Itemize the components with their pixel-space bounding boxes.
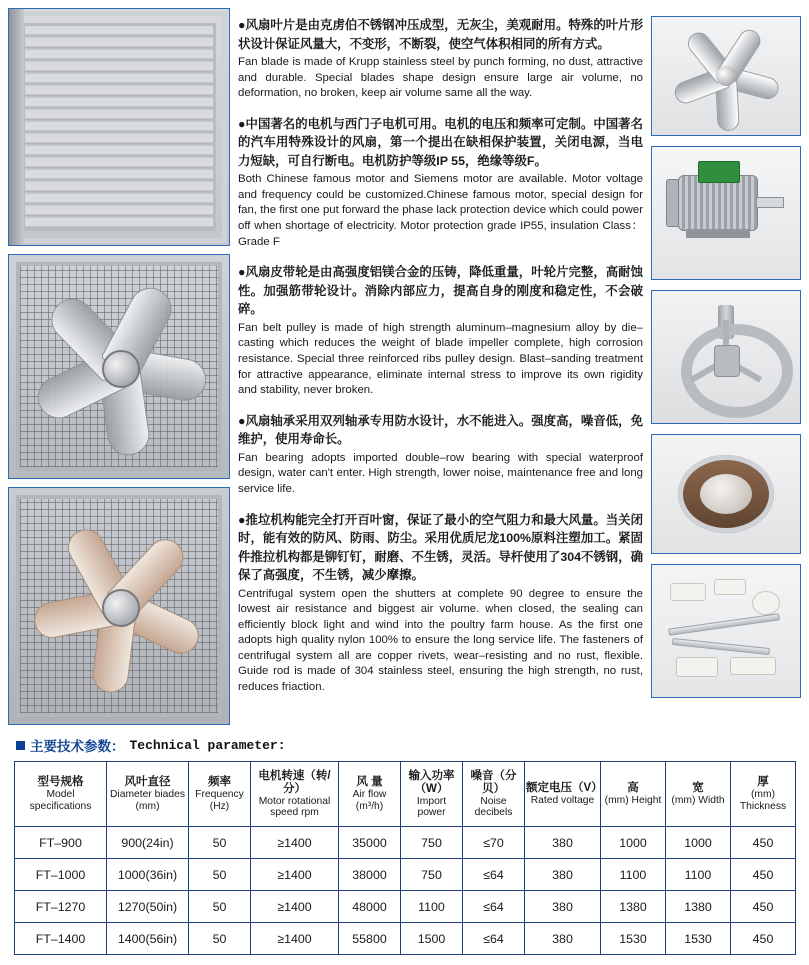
header-cn: 电机转速（转/分） bbox=[258, 769, 331, 795]
cell-frequency: 50 bbox=[189, 891, 251, 923]
cell-width: 1000 bbox=[666, 827, 731, 859]
header-cn: 宽 bbox=[692, 781, 704, 794]
cell-thickness: 450 bbox=[731, 859, 796, 891]
left-photo-column bbox=[8, 8, 230, 725]
component-photo-column bbox=[651, 8, 801, 698]
technical-parameter-section bbox=[0, 725, 809, 965]
cell-diameter: 1270(50in) bbox=[107, 891, 189, 923]
bearing-photo bbox=[651, 434, 801, 554]
feature-en-text: Fan belt pulley is made of high strength aluminum–magnesium alloy by die–casting which reduces the weight of blade impeller complete, high corrosion resistance. Special three reinforced ribs pulley design. Blast–sanding treatment for attractive appearance, eliminate internal stress to improve its own rigidity and stability, never broken. bbox=[238, 321, 643, 397]
cell-voltage: 380 bbox=[525, 859, 601, 891]
cell-model: FT–1400 bbox=[15, 923, 107, 955]
cell-voltage: 380 bbox=[525, 827, 601, 859]
feature-en-text: Fan bearing adopts imported double–row bearing with special waterproof design, water can't enter. High strength, lower noise, maintenance free and long service life. bbox=[238, 451, 643, 495]
cell-noise: ≤64 bbox=[463, 923, 525, 955]
cell-model: FT–1000 bbox=[15, 859, 107, 891]
header-cn: 输入功率（W） bbox=[408, 769, 455, 795]
cell-model: FT–1270 bbox=[15, 891, 107, 923]
cell-power: 1100 bbox=[401, 891, 463, 923]
header-en: Noise decibels bbox=[474, 795, 513, 818]
cell-model: FT–900 bbox=[15, 827, 107, 859]
header-cn: 风 量 bbox=[356, 776, 383, 788]
table-row bbox=[15, 827, 796, 859]
table-title-en: Technical parameter: bbox=[129, 737, 286, 753]
cell-power: 750 bbox=[401, 827, 463, 859]
cell-voltage: 380 bbox=[525, 891, 601, 923]
table-row bbox=[15, 923, 796, 955]
header-cn: 额定电压（V） bbox=[526, 781, 603, 794]
header-en: Import power bbox=[416, 795, 447, 818]
feature-cn-text: ●推垃机构能完全打开百叶窗，保证了最小的空气阻力和最大风量。当关闭时，能有效的防风、防雨、防尘。采用优质尼龙100%原料注塑加工。紧固件推拉机构都是铆钉钉，耐磨、不生锈，灵活。导杆使用了304不锈钢，确保了高强度，不生锈，减少摩擦。 bbox=[238, 512, 643, 582]
cell-rpm: ≥1400 bbox=[251, 827, 339, 859]
exhaust-fan-front-shutter-photo bbox=[8, 8, 230, 246]
header-cell-diameter bbox=[107, 762, 189, 827]
cell-diameter: 900(24in) bbox=[107, 827, 189, 859]
technical-parameter-table bbox=[14, 761, 796, 955]
feature-paragraph-pulley bbox=[238, 263, 643, 398]
nylon-parts-photo bbox=[651, 564, 801, 698]
cell-thickness: 450 bbox=[731, 827, 796, 859]
header-en: Model specifications bbox=[29, 789, 92, 812]
header-cn: 风叶直径 bbox=[124, 776, 171, 788]
header-cn: 高 bbox=[627, 781, 639, 794]
header-cell-width bbox=[666, 762, 731, 827]
header-cell-noise bbox=[463, 762, 525, 827]
cell-airflow: 38000 bbox=[339, 859, 401, 891]
cell-width: 1100 bbox=[666, 859, 731, 891]
feature-cn-text: ●风扇叶片是由克虏伯不锈钢冲压成型，无灰尘，美观耐用。特殊的叶片形状设计保证风量大，不变形，不断裂，使空气体积相同的所有方式。 bbox=[238, 18, 643, 51]
cell-frequency: 50 bbox=[189, 827, 251, 859]
header-cell-airflow bbox=[339, 762, 401, 827]
cell-diameter: 1400(56in) bbox=[107, 923, 189, 955]
header-en: Frequency (Hz) bbox=[195, 789, 244, 812]
cell-rpm: ≥1400 bbox=[251, 859, 339, 891]
cell-rpm: ≥1400 bbox=[251, 923, 339, 955]
cell-voltage: 380 bbox=[525, 923, 601, 955]
header-cn: 频率 bbox=[208, 776, 231, 788]
feature-cn-text: ●风扇轴承采用双列轴承专用防水设计，水不能进入。强度高，噪音低，免维护，使用寿命长。 bbox=[238, 413, 643, 447]
header-cell-model bbox=[15, 762, 107, 827]
cell-airflow: 35000 bbox=[339, 827, 401, 859]
header-cell-voltage bbox=[525, 762, 601, 827]
bullet-square-icon bbox=[16, 741, 25, 750]
feature-paragraph-shutter-system bbox=[238, 511, 643, 696]
exhaust-fan-blade-closeup-photo bbox=[8, 254, 230, 479]
cell-noise: ≤64 bbox=[463, 859, 525, 891]
feature-en-text: Fan blade is made of Krupp stainless steel by punch forming, no dust, attractive and durable. Special blades shape design ensure large air volume, no deformation, no broken, keep air volume same all the way. bbox=[238, 56, 643, 100]
feature-en-text: Centrifugal system open the shutters at complete 90 degree to ensure the lowest air resistance and biggest air volume. when closed, the sealing can efficiently block light and wind into the poultry farm house. As the first one adopts high quality nylon 100% to ensure the long service life. The fasteners of centrifugal system all are copper rivets, wear–resisting and no rust, flexible. Guide rod is made of 304 stainless steel, ensuring the high strength, no rust, reduces friaction. bbox=[238, 587, 643, 694]
header-cell-thickness bbox=[731, 762, 796, 827]
cell-height: 1380 bbox=[601, 891, 666, 923]
feature-paragraph-motor bbox=[238, 115, 643, 250]
header-cn: 噪音（分贝） bbox=[470, 769, 517, 795]
table-row bbox=[15, 891, 796, 923]
cell-thickness: 450 bbox=[731, 891, 796, 923]
table-header-row bbox=[15, 762, 796, 827]
cell-height: 1000 bbox=[601, 827, 666, 859]
cell-width: 1530 bbox=[666, 923, 731, 955]
fan-blade-photo bbox=[651, 16, 801, 136]
feature-text-column bbox=[238, 8, 643, 709]
cell-frequency: 50 bbox=[189, 859, 251, 891]
feature-paragraph-bearing bbox=[238, 412, 643, 498]
header-en: Rated voltage bbox=[530, 794, 595, 806]
motor-photo bbox=[651, 146, 801, 280]
header-en: Diameter biades (mm) bbox=[110, 789, 185, 812]
header-en: Motor rotational speed rpm bbox=[258, 795, 331, 818]
cell-height: 1530 bbox=[601, 923, 666, 955]
cell-power: 1500 bbox=[401, 923, 463, 955]
cell-width: 1380 bbox=[666, 891, 731, 923]
feature-cn-text: ●风扇皮带轮是由高强度铝镁合金的压铸，降低重量，叶轮片完整，高耐蚀性。加强筋带轮设计。消除内部应力，提高自身的刚度和稳定性，不会破碎。 bbox=[238, 265, 643, 317]
header-cn: 厚 bbox=[757, 776, 769, 788]
cell-thickness: 450 bbox=[731, 923, 796, 955]
pulley-photo bbox=[651, 290, 801, 424]
table-row bbox=[15, 859, 796, 891]
cell-power: 750 bbox=[401, 859, 463, 891]
feature-cn-text: ●中国著名的电机与西门子电机可用。电机的电压和频率可定制。中国著名的汽车用特殊设计的风扇，第一个提出在缺相保护装置，关闭电源，当电力短缺，可自行断电。电机防护等级IP 55，绝缘等级F。 bbox=[238, 116, 643, 168]
header-en: (mm) Thickness bbox=[739, 789, 787, 812]
cell-airflow: 48000 bbox=[339, 891, 401, 923]
header-en: (mm) Width bbox=[671, 794, 725, 806]
cell-frequency: 50 bbox=[189, 923, 251, 955]
header-cell-frequency bbox=[189, 762, 251, 827]
table-title-cn: 主要技术参数： bbox=[30, 739, 125, 754]
header-en: Air flow (m³/h) bbox=[352, 789, 387, 812]
cell-diameter: 1000(36in) bbox=[107, 859, 189, 891]
header-en: (mm) Height bbox=[604, 794, 662, 806]
feature-en-text: Both Chinese famous motor and Siemens motor are available. Motor voltage and frequency could be customized.Chinese famous motor, special design for fan, the first one put forward the phase lack protection device which could power off when shortage of electricity. Motor protection grade IP55, insulation Class：Grade F bbox=[238, 173, 643, 248]
feature-paragraph-blade bbox=[238, 16, 643, 102]
cell-rpm: ≥1400 bbox=[251, 891, 339, 923]
cell-noise: ≤64 bbox=[463, 891, 525, 923]
header-cell-rpm bbox=[251, 762, 339, 827]
table-title bbox=[16, 735, 797, 755]
exhaust-fan-rear-photo bbox=[8, 487, 230, 725]
cell-airflow: 55800 bbox=[339, 923, 401, 955]
cell-height: 1100 bbox=[601, 859, 666, 891]
header-cn: 型号规格 bbox=[37, 776, 84, 788]
cell-noise: ≤70 bbox=[463, 827, 525, 859]
header-cell-power bbox=[401, 762, 463, 827]
header-cell-height bbox=[601, 762, 666, 827]
